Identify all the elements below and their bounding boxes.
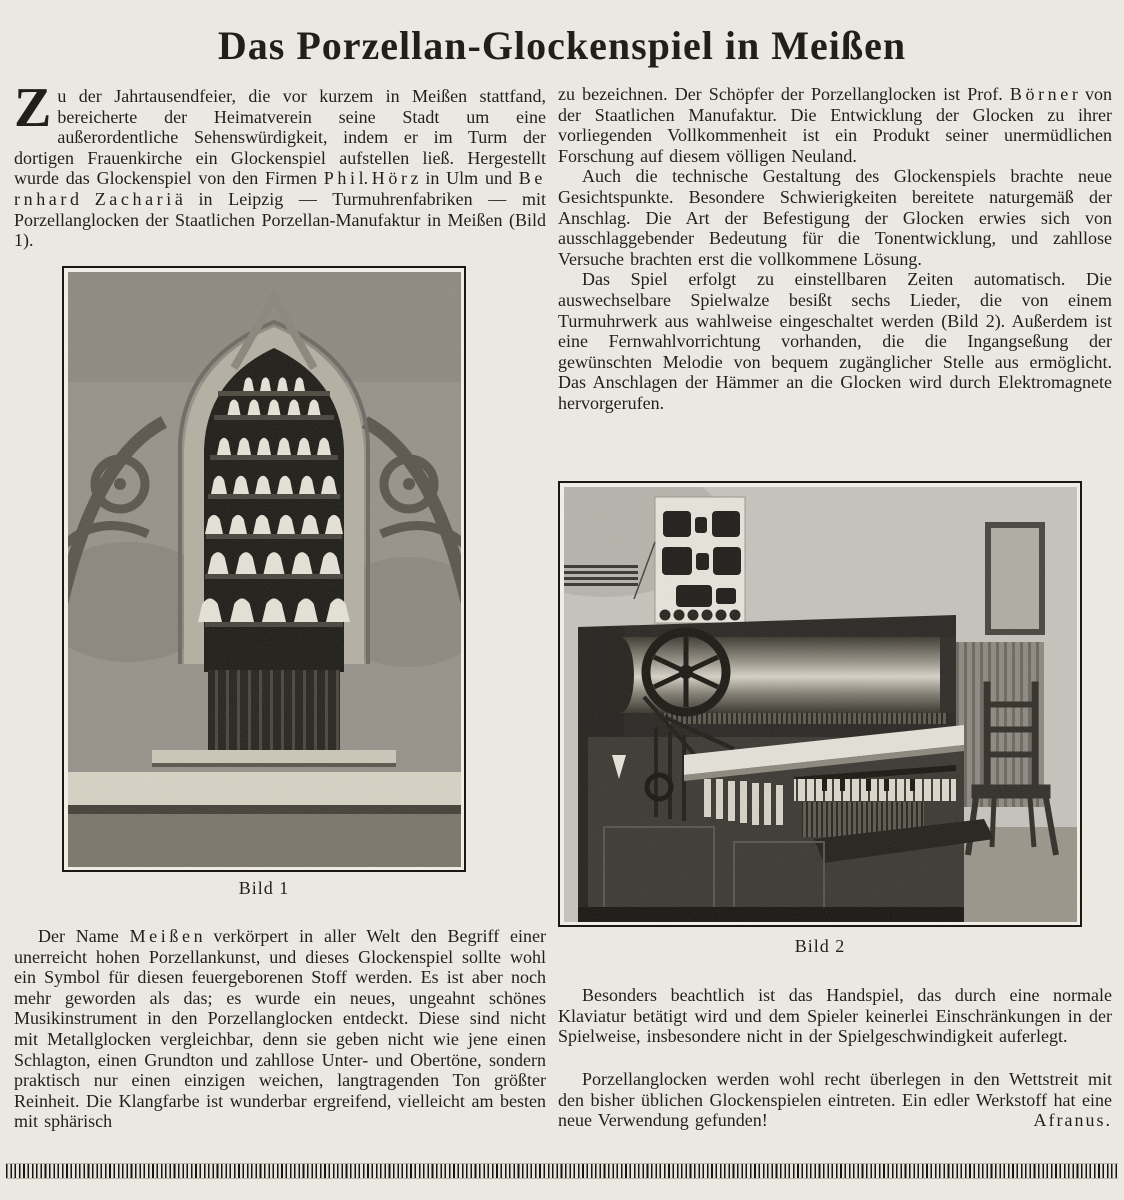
- bild2-photo: [564, 487, 1077, 922]
- paragraph: Zu der Jahrtausendfeier, die vor kurzem in Meißen stattfand, bereicherte der Heimatverein seine Stadt um eine außerordentliche Sehenswürdigkeit, indem er im Turm der dortigen Frauenkirche ein Glockenspiel aufstellen ließ. Hergestellt wurde das Glockenspiel von den Firmen P h i l. H ö r z in Ulm und B e r n h a r d Z a c h a r i ä in Leipzig — Turmuhrenfabriken — mit Porzellanglocken der Staatlichen Porzellan-Manufaktur in Meißen (Bild 1).: [14, 77, 546, 251]
- drop-cap: Z: [14, 77, 52, 139]
- author-signature: Afranus.: [1033, 1110, 1112, 1131]
- paragraph: zu bezeichnen. Der Schöpfer der Porzellanglocken ist Prof. B ö r n e r von der Staatlichen Manufaktur. Die Entwicklung der Glocken zu ihrer vorliegenden Vollkommenheit ist ein Produkt seiner unermüdlichen Forschung auf diesem völligen Neuland.: [558, 84, 1112, 166]
- paragraph: Besonders beachtlich ist das Handspiel, das durch eine normale Klaviatur betätigt wird und dem Spieler keinerlei Einschränkungen in der Spielweise, insbesondere nicht in der Spielgeschwindigkeit auferlegt.: [558, 985, 1112, 1047]
- decorative-rule: [6, 1163, 1118, 1179]
- figure-bild-1: [62, 266, 466, 872]
- figure1-caption: Bild 1: [238, 878, 290, 898]
- left-column-bottom: [14, 926, 546, 1132]
- bild1-photo: [68, 272, 461, 867]
- right-column-bottom: [558, 985, 1112, 1047]
- paragraph: Porzellanglocken werden wohl recht überlegen in den Wettstreit mit den bisher üblichen Glockenspielen eintreten. Ein edler Werkstoff hat eine neue Verwendung gefunden! Afranus.: [558, 1069, 1112, 1131]
- paragraph: Das Spiel erfolgt zu einstellbaren Zeiten automatisch. Die auswechselbare Spielwalze besißt sechs Lieder, die von einem Turmuhrwerk aus wahlweise eingeschaltet werden (Bild 2). Außerdem ist eine Fernwahlvorrichtung vorhanden, die die Ingangseßung der gewünschten Melodie von bequem zugänglicher Stelle aus ermöglicht. Das Anschlagen der Hämmer an die Glocken wird durch Elektromagnete hervorgerufen.: [558, 269, 1112, 413]
- left-column-top: [14, 77, 546, 251]
- figure2-caption: Bild 2: [794, 936, 846, 956]
- paragraph: Auch die technische Gestaltung des Glockenspiels brachte neue Gesichtspunkte. Besondere Schwierigkeiten bereitete naturgemäß der Anschlag. Die Art der Befestigung der Glocken erwies sich von ausschlaggebender Bedeutung für die Tonentwicklung, und zahllose Versuche brachten erst die vollkommene Lösung.: [558, 166, 1112, 269]
- figure-bild-2: [558, 481, 1082, 927]
- paragraph: Der Name M e i ß e n verkörpert in aller Welt den Begriff einer unerreicht hohen Porzellankunst, und dieses Glockenspiel sollte wohl ein Symbol für diesen feuergeborenen Stoff werden. Es ist aber noch mehr geworden als das; es wurde ein neues, ungeahnt schönes Musikinstrument in den Porzellanglocken entdeckt. Diese sind nicht mit Metallglocken vergleichbar, denn sie geben nicht wie jene einen Schlagton, einen Grundton und zahllose Unter- und Obertöne, sondern praktisch nur einen einzigen weichen, langtragenden Ton größter Reinheit. Die Klangfarbe ist wunderbar ergreifend, vielleicht am besten mit sphärisch: [14, 926, 546, 1132]
- article-title: Das Porzellan-Glockenspiel in Meißen: [217, 23, 907, 68]
- right-column-top: [558, 84, 1112, 414]
- right-column-closing: [558, 1069, 1112, 1131]
